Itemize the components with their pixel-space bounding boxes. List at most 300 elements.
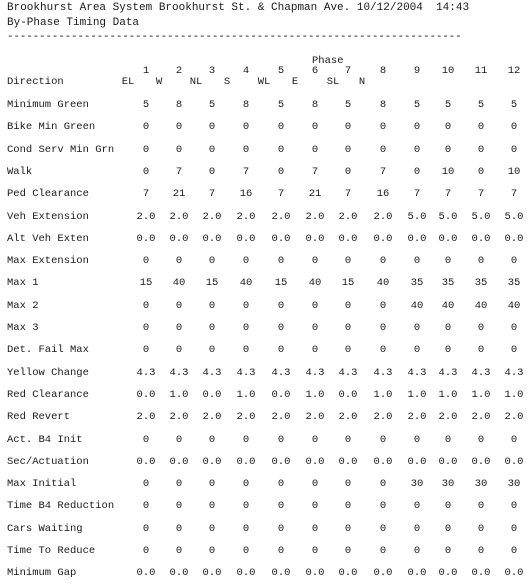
row-label: Minimum Gap [7, 567, 77, 579]
table-cell: 2.0 [338, 411, 358, 423]
row-label: Cars Waiting [7, 523, 83, 535]
table-cell: 0.0 [169, 456, 189, 468]
phase-number: 10 [441, 65, 455, 77]
table-cell: 2.0 [373, 411, 393, 423]
table-cell: 0.0 [373, 456, 393, 468]
table-cell: 0 [242, 434, 250, 446]
table-cell: 0 [477, 322, 485, 334]
table-cell: 0 [242, 344, 250, 356]
table-cell: 1.0 [438, 389, 458, 401]
table-cell: 0 [311, 344, 319, 356]
table-cell: 5 [142, 99, 150, 111]
table-cell: 0 [242, 255, 250, 267]
row-label: Det. Fail Max [7, 344, 89, 356]
table-cell: 0 [379, 344, 387, 356]
phase-number: 3 [208, 65, 216, 77]
table-cell: 0 [208, 322, 216, 334]
report-subtitle: By-Phase Timing Data [7, 17, 140, 29]
table-cell: 0 [311, 434, 319, 446]
table-cell: 0 [208, 478, 216, 490]
table-cell: 0 [242, 300, 250, 312]
table-cell: 0 [277, 255, 285, 267]
table-cell: 4.3 [438, 367, 458, 379]
table-cell: 7 [277, 188, 285, 200]
table-cell: 0.0 [136, 456, 156, 468]
table-cell: 0 [277, 322, 285, 334]
phase-direction: EL [121, 76, 135, 88]
table-cell: 0 [344, 434, 352, 446]
table-cell: 0 [242, 500, 250, 512]
table-cell: 7 [379, 166, 387, 178]
table-cell: 0 [413, 500, 421, 512]
table-cell: 16 [239, 188, 253, 200]
table-cell: 40 [474, 300, 488, 312]
table-cell: 2.0 [169, 211, 189, 223]
table-cell: 0 [444, 322, 452, 334]
row-label: Ped Clearance [7, 188, 89, 200]
table-cell: 7 [510, 188, 518, 200]
table-cell: 0 [242, 322, 250, 334]
table-cell: 2.0 [338, 211, 358, 223]
table-cell: 4.3 [236, 367, 256, 379]
table-cell: 5 [444, 99, 452, 111]
table-cell: 15 [274, 277, 288, 289]
table-cell: 4.3 [169, 367, 189, 379]
table-cell: 0.0 [271, 389, 291, 401]
table-cell: 0 [344, 166, 352, 178]
table-cell: 5 [344, 99, 352, 111]
table-cell: 0 [311, 255, 319, 267]
table-cell: 7 [344, 188, 352, 200]
table-cell: 0 [379, 500, 387, 512]
table-cell: 0 [344, 255, 352, 267]
table-cell: 0.0 [471, 456, 491, 468]
table-cell: 15 [205, 277, 219, 289]
row-label: Cond Serv Min Grn [7, 144, 115, 156]
table-cell: 0 [344, 478, 352, 490]
table-cell: 0 [242, 478, 250, 490]
table-cell: 0 [175, 300, 183, 312]
table-cell: 0 [413, 545, 421, 557]
table-cell: 0 [277, 523, 285, 535]
table-cell: 40 [441, 300, 455, 312]
table-cell: 0 [379, 300, 387, 312]
table-cell: 0 [413, 434, 421, 446]
table-cell: 7 [242, 166, 250, 178]
table-cell: 35 [507, 277, 521, 289]
table-cell: 2.0 [271, 411, 291, 423]
table-cell: 0 [510, 255, 518, 267]
phase-number: 4 [242, 65, 250, 77]
table-cell: 0 [175, 144, 183, 156]
table-cell: 0 [413, 255, 421, 267]
table-cell: 0 [311, 545, 319, 557]
row-label: Red Revert [7, 411, 71, 423]
table-cell: 0.0 [236, 456, 256, 468]
table-cell: 2.0 [373, 211, 393, 223]
table-cell: 0.0 [407, 567, 427, 579]
table-cell: 0 [477, 121, 485, 133]
table-cell: 5 [208, 99, 216, 111]
table-cell: 2.0 [471, 411, 491, 423]
table-cell: 21 [308, 188, 322, 200]
table-cell: 0.0 [202, 389, 222, 401]
table-cell: 0 [444, 545, 452, 557]
table-cell: 0 [142, 121, 150, 133]
table-cell: 4.3 [202, 367, 222, 379]
table-cell: 5.0 [407, 211, 427, 223]
table-cell: 2.0 [438, 411, 458, 423]
table-cell: 35 [474, 277, 488, 289]
table-cell: 7 [477, 188, 485, 200]
row-label: Max Extension [7, 255, 89, 267]
table-cell: 0.0 [373, 567, 393, 579]
table-cell: 0 [277, 300, 285, 312]
table-cell: 2.0 [136, 211, 156, 223]
table-cell: 0.0 [407, 456, 427, 468]
table-cell: 30 [410, 478, 424, 490]
table-cell: 0 [477, 144, 485, 156]
phase-direction: NL [189, 76, 203, 88]
table-cell: 8 [175, 99, 183, 111]
table-cell: 0 [277, 144, 285, 156]
phase-direction: SL [326, 76, 340, 88]
table-cell: 0 [142, 478, 150, 490]
table-cell: 0.0 [169, 567, 189, 579]
table-cell: 0 [379, 478, 387, 490]
table-cell: 0.0 [504, 567, 524, 579]
phase-label: Phase [312, 55, 344, 67]
table-cell: 0 [477, 545, 485, 557]
table-cell: 2.0 [202, 211, 222, 223]
table-cell: 0 [344, 523, 352, 535]
table-cell: 0.0 [504, 233, 524, 245]
table-cell: 0.0 [305, 233, 325, 245]
table-cell: 0 [413, 344, 421, 356]
table-cell: 0 [413, 121, 421, 133]
row-label: Sec/Actuation [7, 456, 89, 468]
table-cell: 30 [441, 478, 455, 490]
table-cell: 8 [242, 99, 250, 111]
table-cell: 2.0 [407, 411, 427, 423]
table-cell: 0 [413, 523, 421, 535]
phase-number: 7 [344, 65, 352, 77]
table-cell: 0 [344, 344, 352, 356]
table-cell: 40 [308, 277, 322, 289]
table-cell: 0.0 [271, 567, 291, 579]
table-cell: 0 [444, 523, 452, 535]
table-cell: 0 [311, 500, 319, 512]
phase-number: 6 [311, 65, 319, 77]
phase-number: 12 [507, 65, 521, 77]
table-cell: 0 [444, 344, 452, 356]
row-label: Max 2 [7, 300, 39, 312]
table-cell: 15 [341, 277, 355, 289]
table-cell: 7 [413, 188, 421, 200]
table-cell: 35 [441, 277, 455, 289]
table-cell: 0 [344, 322, 352, 334]
table-cell: 2.0 [305, 411, 325, 423]
row-label: Max 1 [7, 277, 39, 289]
table-cell: 0 [477, 255, 485, 267]
table-cell: 0 [510, 545, 518, 557]
table-cell: 5 [277, 99, 285, 111]
table-cell: 0 [175, 121, 183, 133]
table-cell: 0.0 [236, 233, 256, 245]
table-cell: 0 [277, 344, 285, 356]
table-cell: 0.0 [202, 456, 222, 468]
phase-direction: WL [257, 76, 271, 88]
table-cell: 0 [175, 545, 183, 557]
table-cell: 0 [510, 121, 518, 133]
row-label: Yellow Change [7, 367, 89, 379]
table-cell: 0 [277, 500, 285, 512]
table-cell: 7 [444, 188, 452, 200]
table-cell: 0 [444, 255, 452, 267]
table-cell: 0 [277, 478, 285, 490]
table-cell: 0 [379, 121, 387, 133]
table-cell: 30 [507, 478, 521, 490]
table-cell: 0 [510, 523, 518, 535]
phase-direction: S [223, 76, 231, 88]
table-cell: 0.0 [305, 567, 325, 579]
table-cell: 0 [142, 523, 150, 535]
table-cell: 4.3 [136, 367, 156, 379]
header-divider: ----------------------------------------------------------------------- [7, 31, 462, 43]
table-cell: 0.0 [438, 456, 458, 468]
table-cell: 0.0 [471, 567, 491, 579]
table-cell: 0 [477, 344, 485, 356]
table-cell: 0 [510, 500, 518, 512]
table-cell: 0 [379, 255, 387, 267]
table-cell: 0 [413, 166, 421, 178]
table-cell: 0 [277, 121, 285, 133]
table-cell: 0 [444, 144, 452, 156]
phase-number: 5 [277, 65, 285, 77]
table-cell: 0 [242, 121, 250, 133]
table-cell: 2.0 [271, 211, 291, 223]
table-cell: 0 [208, 166, 216, 178]
table-cell: 4.3 [271, 367, 291, 379]
table-cell: 2.0 [236, 211, 256, 223]
table-cell: 8 [311, 99, 319, 111]
row-label: Veh Extension [7, 211, 89, 223]
table-cell: 0 [477, 166, 485, 178]
table-cell: 0 [175, 434, 183, 446]
table-cell: 7 [175, 166, 183, 178]
table-cell: 0 [311, 144, 319, 156]
row-label: Alt Veh Exten [7, 233, 89, 245]
table-cell: 7 [208, 188, 216, 200]
table-cell: 0 [311, 121, 319, 133]
table-cell: 0 [510, 434, 518, 446]
phase-number: 9 [413, 65, 421, 77]
table-cell: 1.0 [504, 389, 524, 401]
table-cell: 1.0 [305, 389, 325, 401]
table-cell: 0.0 [471, 233, 491, 245]
table-cell: 0 [175, 500, 183, 512]
table-cell: 0 [208, 434, 216, 446]
table-cell: 0 [142, 166, 150, 178]
phase-number: 1 [142, 65, 150, 77]
table-cell: 5.0 [471, 211, 491, 223]
table-cell: 0.0 [136, 389, 156, 401]
table-cell: 2.0 [305, 211, 325, 223]
table-cell: 2.0 [169, 411, 189, 423]
table-cell: 0 [477, 523, 485, 535]
table-cell: 0 [175, 478, 183, 490]
table-cell: 5 [413, 99, 421, 111]
table-cell: 0 [142, 545, 150, 557]
table-cell: 0 [344, 121, 352, 133]
table-cell: 0 [444, 434, 452, 446]
table-cell: 0 [208, 523, 216, 535]
table-cell: 0.0 [438, 567, 458, 579]
table-cell: 0 [208, 545, 216, 557]
table-cell: 0 [311, 523, 319, 535]
table-cell: 16 [376, 188, 390, 200]
table-cell: 7 [311, 166, 319, 178]
row-label: Max Initial [7, 478, 77, 490]
table-cell: 0 [510, 144, 518, 156]
row-label: Minimum Green [7, 99, 89, 111]
table-cell: 40 [239, 277, 253, 289]
row-label: Time To Reduce [7, 545, 96, 557]
table-cell: 0 [277, 166, 285, 178]
row-label: Bike Min Green [7, 121, 96, 133]
phase-number: 8 [379, 65, 387, 77]
table-cell: 15 [139, 277, 153, 289]
phase-direction: E [291, 76, 299, 88]
table-cell: 0.0 [504, 456, 524, 468]
table-cell: 0 [344, 545, 352, 557]
phase-number: 2 [175, 65, 183, 77]
table-cell: 0 [175, 255, 183, 267]
row-label: Act. B4 Init [7, 434, 83, 446]
table-cell: 4.3 [471, 367, 491, 379]
table-cell: 0.0 [136, 567, 156, 579]
table-cell: 0 [208, 344, 216, 356]
table-cell: 0.0 [169, 233, 189, 245]
table-cell: 0 [277, 434, 285, 446]
table-cell: 0 [208, 300, 216, 312]
row-label: Max 3 [7, 322, 39, 334]
table-cell: 0 [142, 322, 150, 334]
table-cell: 2.0 [202, 411, 222, 423]
table-cell: 0.0 [373, 233, 393, 245]
table-cell: 10 [441, 166, 455, 178]
table-cell: 0 [510, 344, 518, 356]
table-cell: 30 [474, 478, 488, 490]
table-cell: 2.0 [236, 411, 256, 423]
table-cell: 1.0 [236, 389, 256, 401]
table-cell: 0 [444, 121, 452, 133]
table-cell: 0 [379, 322, 387, 334]
table-cell: 0.0 [407, 233, 427, 245]
table-cell: 8 [379, 99, 387, 111]
table-cell: 0 [175, 322, 183, 334]
table-cell: 0 [344, 500, 352, 512]
table-cell: 2.0 [136, 411, 156, 423]
table-cell: 0 [344, 144, 352, 156]
table-cell: 21 [172, 188, 186, 200]
table-cell: 0 [142, 500, 150, 512]
table-cell: 0 [242, 545, 250, 557]
table-cell: 0 [413, 322, 421, 334]
table-cell: 40 [410, 300, 424, 312]
table-cell: 40 [376, 277, 390, 289]
table-cell: 0.0 [305, 456, 325, 468]
table-cell: 10 [507, 166, 521, 178]
table-cell: 0 [344, 300, 352, 312]
report-title: Brookhurst Area System Brookhurst St. & Chapman Ave. 10/12/2004 14:43 [7, 2, 470, 14]
table-cell: 0.0 [338, 567, 358, 579]
table-cell: 0 [413, 144, 421, 156]
row-label: Red Clearance [7, 389, 89, 401]
table-cell: 7 [142, 188, 150, 200]
table-cell: 4.3 [407, 367, 427, 379]
table-cell: 0.0 [236, 567, 256, 579]
table-cell: 0 [208, 500, 216, 512]
table-cell: 0.0 [136, 233, 156, 245]
table-cell: 35 [410, 277, 424, 289]
table-cell: 0 [142, 300, 150, 312]
table-cell: 0 [477, 434, 485, 446]
table-cell: 0 [277, 545, 285, 557]
table-cell: 0 [311, 478, 319, 490]
table-cell: 0 [142, 344, 150, 356]
table-cell: 0 [311, 322, 319, 334]
table-cell: 4.3 [305, 367, 325, 379]
table-cell: 1.0 [407, 389, 427, 401]
table-cell: 0 [379, 523, 387, 535]
table-cell: 0 [379, 545, 387, 557]
table-cell: 0 [208, 121, 216, 133]
table-cell: 4.3 [338, 367, 358, 379]
table-cell: 0.0 [271, 456, 291, 468]
table-cell: 0.0 [202, 233, 222, 245]
table-cell: 4.3 [504, 367, 524, 379]
table-cell: 0 [142, 144, 150, 156]
table-cell: 0 [142, 255, 150, 267]
table-cell: 5.0 [504, 211, 524, 223]
table-cell: 0 [379, 434, 387, 446]
table-cell: 1.0 [373, 389, 393, 401]
table-cell: 0.0 [271, 233, 291, 245]
table-cell: 0 [477, 500, 485, 512]
table-cell: 0.0 [202, 567, 222, 579]
table-cell: 0 [175, 344, 183, 356]
phase-number: 11 [474, 65, 488, 77]
phase-direction: W [155, 76, 163, 88]
table-cell: 0 [208, 255, 216, 267]
row-label: Walk [7, 166, 33, 178]
table-cell: 0.0 [438, 233, 458, 245]
table-cell: 5 [510, 99, 518, 111]
table-cell: 0 [142, 434, 150, 446]
table-cell: 40 [172, 277, 186, 289]
table-cell: 0 [175, 523, 183, 535]
phase-direction: N [358, 76, 366, 88]
table-cell: 40 [507, 300, 521, 312]
table-cell: 5.0 [438, 211, 458, 223]
table-cell: 0.0 [338, 233, 358, 245]
table-cell: 0 [208, 144, 216, 156]
table-cell: 1.0 [471, 389, 491, 401]
table-cell: 4.3 [373, 367, 393, 379]
table-cell: 0 [379, 144, 387, 156]
table-cell: 2.0 [504, 411, 524, 423]
